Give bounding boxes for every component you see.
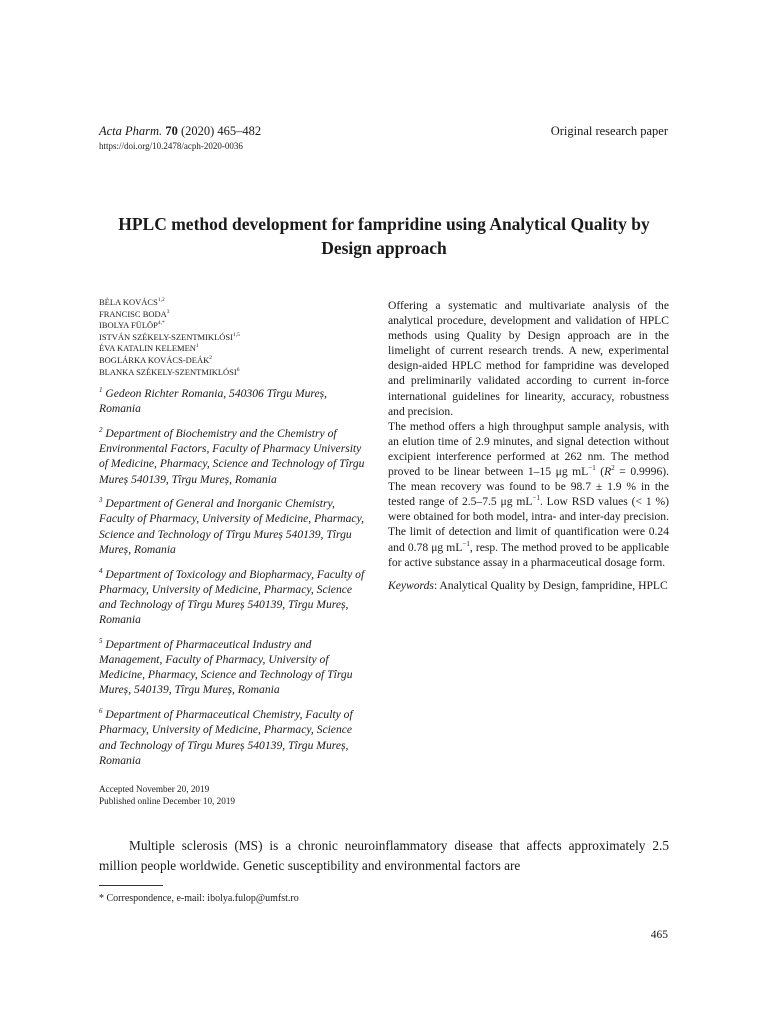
keywords-text: : Analytical Quality by Design, fampridine, HPLC: [433, 578, 668, 592]
affiliation: $^6$ Department of Pharmaceutical Chemistry, Faculty of Pharmacy, University of Medicine, Pharmacy, Science and Technology of Tîrgu Mureș 540139, Tîrgu Mureș, Romania: [99, 707, 353, 767]
affiliation-list: [99, 386, 371, 777]
author: IBOLYA $FÜLÖP^{4,*}$: [99, 320, 165, 331]
author-list: [99, 297, 240, 378]
affiliation: $^2$ Department of Biochemistry and the Chemistry of Environmental Factors, Faculty of Pharmacy University of Medicine, Pharmacy, Science and Technology of Tîrgu Mureș 540139, Tîrgu Mureș, Romania: [99, 426, 365, 486]
page-number: 465: [650, 929, 668, 941]
footnote-divider: [99, 885, 163, 886]
accepted-date: Accepted November 20, 2019: [99, 784, 210, 794]
paper-type: Original research paper: [550, 124, 668, 138]
article-dates: [99, 783, 235, 808]
keywords: [388, 578, 669, 593]
body-paragraph: Multiple sclerosis (MS) is a chronic neuroinflammatory disease that affects approximately 2.5 million people worldwide. Genetic susceptibility and environmental factors are: [99, 838, 669, 873]
paper-title: HPLC method development for fampridine using Analytical Quality by Design approach: [118, 214, 650, 258]
journal-volume: 70: [165, 124, 178, 138]
author: BLANKA SZÉKELY-SZENTMIKLÓSI$^6$: [99, 366, 240, 377]
affiliation: $^5$ Department of Pharmaceutical Industry and Management, Faculty of Pharmacy, University of Medicine, Pharmacy, Science and Technology of Tîrgu Mureș, 540139, Tîrgu Mureș, Romania: [99, 636, 353, 697]
affiliation: $^1$ Gedeon Richter Romania, 540306 Tîrgu Mureș, Romania: [99, 386, 328, 416]
affiliation: $^4$ Department of Toxicology and Biopharmacy, Faculty of Pharmacy, University of Medicine, Pharmacy, Science and Technology of Tîrgu Mureș 540139, Tîrgu Mureș, Romania: [99, 566, 365, 627]
correspondence-footnote: * Correspondence, e-mail: ibolya.fulop@umfst.ro: [99, 893, 299, 904]
author: FRANCISC BODA$^3$: [99, 308, 170, 319]
journal-year-pages: (2020) 465–482: [180, 124, 262, 138]
affiliation: $^3$ Department of General and Inorganic Chemistry, Faculty of Pharmacy, University of Medicine, Pharmacy, Science and Technology of Tîrgu Mureș 540139, Tîrgu Mureș, Romania: [99, 496, 364, 556]
author: BÉLA KOVÁCS$^{1,2}$: [99, 297, 165, 307]
author: ISTVÁN SZÉKELY-SZENTMIKLÓSI$^{1,5}$: [99, 331, 240, 342]
published-date: Published online December 10, 2019: [99, 796, 236, 807]
author: BOGLÁRKA KOVÁCS-DEÁK$^2$: [99, 354, 213, 365]
abstract-paragraph: Offering a systematic and multivariate analysis of the analytical procedure, development and validation of HPLC methods using Quality by Design approach are in the limelight of current research trends. A new, experimental design-aided HPLC method for fampridine was developed and preliminarily validated according to current in-force international guidelines for linearity, accuracy, robustness and precision.: [388, 299, 669, 418]
author: ÉVA KATALIN KELEMEN$^1$: [99, 343, 199, 354]
keywords-label: Keywords: [388, 578, 434, 592]
abstract-paragraph: The method offers a high throughput sample analysis, with an elution time of 2.9 minutes, and signal detection without excipient interference performed at 262 nm. The method proved to be linear between 1–15 μg $mL^{-1}$ $(R^2 = 0.9996)$. The mean recovery was found to be 98.7 ± 1.9 % in the tested range of 2.5–7.5 μg $mL^{-1}$. Low RSD values (< 1 %) were obtained for both model, intra- and inter-day precision. The limit of detection and limit of quantification were 0.24 and 0.78 μg $mL^{-1}$, resp. The method proved to be applicable for active substance assay in a pharmaceutical dosage form.: [388, 419, 669, 569]
doi-link[interactable]: https://doi.org/10.2478/acph-2020-0036: [99, 141, 243, 151]
journal-citation: [99, 124, 261, 139]
journal-name: Acta Pharm.: [99, 124, 163, 138]
abstract: [388, 298, 669, 593]
